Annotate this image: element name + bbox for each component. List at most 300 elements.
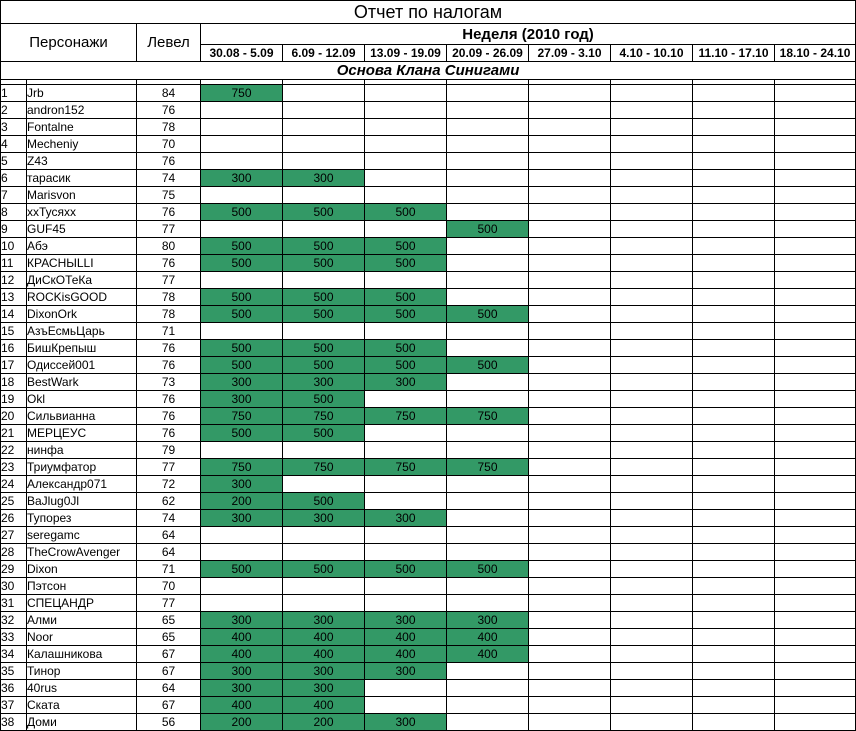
character-name-cell[interactable]: Абэ bbox=[27, 238, 137, 255]
payment-cell[interactable] bbox=[447, 442, 529, 459]
payment-cell[interactable]: 300 bbox=[283, 510, 365, 527]
payment-cell[interactable] bbox=[201, 221, 283, 238]
payment-cell[interactable] bbox=[693, 204, 775, 221]
payment-cell[interactable] bbox=[529, 629, 611, 646]
payment-cell[interactable]: 500 bbox=[283, 289, 365, 306]
week-header[interactable]: 13.09 - 19.09 bbox=[365, 45, 447, 62]
payment-cell[interactable] bbox=[529, 255, 611, 272]
payment-cell[interactable] bbox=[447, 323, 529, 340]
level-cell[interactable]: 67 bbox=[137, 663, 201, 680]
row-number-cell[interactable]: 13 bbox=[1, 289, 27, 306]
payment-cell[interactable] bbox=[529, 221, 611, 238]
payment-cell[interactable] bbox=[611, 408, 693, 425]
level-cell[interactable]: 71 bbox=[137, 323, 201, 340]
row-number-cell[interactable]: 8 bbox=[1, 204, 27, 221]
level-cell[interactable]: 64 bbox=[137, 527, 201, 544]
payment-cell[interactable] bbox=[283, 595, 365, 612]
payment-cell[interactable] bbox=[529, 680, 611, 697]
payment-cell[interactable]: 500 bbox=[283, 255, 365, 272]
payment-cell[interactable] bbox=[693, 85, 775, 102]
payment-cell[interactable] bbox=[529, 544, 611, 561]
payment-cell[interactable]: 500 bbox=[201, 425, 283, 442]
payment-cell[interactable] bbox=[529, 136, 611, 153]
row-number-cell[interactable]: 14 bbox=[1, 306, 27, 323]
payment-cell[interactable] bbox=[529, 85, 611, 102]
level-cell[interactable]: 76 bbox=[137, 391, 201, 408]
level-cell[interactable]: 76 bbox=[137, 102, 201, 119]
payment-cell[interactable] bbox=[693, 459, 775, 476]
payment-cell[interactable]: 300 bbox=[365, 663, 447, 680]
level-cell[interactable]: 71 bbox=[137, 561, 201, 578]
payment-cell[interactable] bbox=[693, 187, 775, 204]
character-name-cell[interactable]: МЕРЦЕУС bbox=[27, 425, 137, 442]
payment-cell[interactable] bbox=[693, 238, 775, 255]
row-number-cell[interactable]: 29 bbox=[1, 561, 27, 578]
payment-cell[interactable] bbox=[283, 85, 365, 102]
character-name-cell[interactable]: andron152 bbox=[27, 102, 137, 119]
payment-cell[interactable] bbox=[529, 578, 611, 595]
payment-cell[interactable] bbox=[775, 119, 856, 136]
payment-cell[interactable] bbox=[447, 289, 529, 306]
payment-cell[interactable] bbox=[201, 323, 283, 340]
row-number-cell[interactable]: 9 bbox=[1, 221, 27, 238]
payment-cell[interactable] bbox=[775, 578, 856, 595]
row-number-cell[interactable]: 30 bbox=[1, 578, 27, 595]
week-header[interactable]: 6.09 - 12.09 bbox=[283, 45, 365, 62]
payment-cell[interactable] bbox=[775, 493, 856, 510]
row-number-cell[interactable]: 32 bbox=[1, 612, 27, 629]
level-cell[interactable]: 72 bbox=[137, 476, 201, 493]
character-name-cell[interactable]: Marisvon bbox=[27, 187, 137, 204]
payment-cell[interactable] bbox=[775, 85, 856, 102]
payment-cell[interactable] bbox=[447, 340, 529, 357]
payment-cell[interactable] bbox=[693, 272, 775, 289]
level-cell[interactable]: 65 bbox=[137, 612, 201, 629]
payment-cell[interactable] bbox=[775, 442, 856, 459]
payment-cell[interactable]: 500 bbox=[365, 289, 447, 306]
character-name-cell[interactable]: BestWark bbox=[27, 374, 137, 391]
row-number-cell[interactable]: 11 bbox=[1, 255, 27, 272]
row-number-cell[interactable]: 19 bbox=[1, 391, 27, 408]
row-number-cell[interactable]: 22 bbox=[1, 442, 27, 459]
payment-cell[interactable] bbox=[365, 221, 447, 238]
payment-cell[interactable] bbox=[693, 629, 775, 646]
payment-cell[interactable]: 500 bbox=[283, 561, 365, 578]
payment-cell[interactable] bbox=[529, 306, 611, 323]
payment-cell[interactable] bbox=[447, 714, 529, 731]
payment-cell[interactable]: 500 bbox=[365, 306, 447, 323]
payment-cell[interactable]: 400 bbox=[201, 646, 283, 663]
payment-cell[interactable] bbox=[529, 272, 611, 289]
payment-cell[interactable]: 300 bbox=[283, 612, 365, 629]
row-number-cell[interactable]: 15 bbox=[1, 323, 27, 340]
payment-cell[interactable] bbox=[529, 323, 611, 340]
payment-cell[interactable]: 500 bbox=[365, 238, 447, 255]
payment-cell[interactable]: 300 bbox=[365, 374, 447, 391]
character-name-cell[interactable]: Jrb bbox=[27, 85, 137, 102]
level-cell[interactable]: 76 bbox=[137, 408, 201, 425]
payment-cell[interactable] bbox=[775, 544, 856, 561]
payment-cell[interactable] bbox=[447, 544, 529, 561]
payment-cell[interactable] bbox=[693, 493, 775, 510]
payment-cell[interactable] bbox=[693, 391, 775, 408]
payment-cell[interactable]: 750 bbox=[365, 459, 447, 476]
payment-cell[interactable]: 500 bbox=[365, 561, 447, 578]
payment-cell[interactable] bbox=[611, 510, 693, 527]
payment-cell[interactable]: 300 bbox=[283, 680, 365, 697]
payment-cell[interactable] bbox=[365, 323, 447, 340]
week-header[interactable]: 20.09 - 26.09 bbox=[447, 45, 529, 62]
payment-cell[interactable] bbox=[611, 646, 693, 663]
payment-cell[interactable] bbox=[611, 374, 693, 391]
payment-cell[interactable] bbox=[611, 221, 693, 238]
payment-cell[interactable] bbox=[775, 374, 856, 391]
payment-cell[interactable]: 400 bbox=[365, 646, 447, 663]
payment-cell[interactable] bbox=[365, 493, 447, 510]
payment-cell[interactable]: 400 bbox=[447, 629, 529, 646]
payment-cell[interactable]: 300 bbox=[365, 714, 447, 731]
payment-cell[interactable] bbox=[447, 595, 529, 612]
payment-cell[interactable] bbox=[529, 612, 611, 629]
payment-cell[interactable] bbox=[611, 102, 693, 119]
payment-cell[interactable] bbox=[611, 663, 693, 680]
payment-cell[interactable] bbox=[775, 391, 856, 408]
week-header[interactable]: 11.10 - 17.10 bbox=[693, 45, 775, 62]
row-number-cell[interactable]: 21 bbox=[1, 425, 27, 442]
payment-cell[interactable] bbox=[447, 510, 529, 527]
level-cell[interactable]: 67 bbox=[137, 697, 201, 714]
payment-cell[interactable] bbox=[529, 238, 611, 255]
payment-cell[interactable] bbox=[447, 663, 529, 680]
payment-cell[interactable]: 300 bbox=[283, 663, 365, 680]
payment-cell[interactable] bbox=[529, 170, 611, 187]
payment-cell[interactable] bbox=[693, 136, 775, 153]
payment-cell[interactable] bbox=[611, 187, 693, 204]
character-name-cell[interactable]: ДиСкОТеКа bbox=[27, 272, 137, 289]
row-number-cell[interactable]: 26 bbox=[1, 510, 27, 527]
payment-cell[interactable] bbox=[775, 459, 856, 476]
payment-cell[interactable] bbox=[283, 153, 365, 170]
payment-cell[interactable] bbox=[365, 272, 447, 289]
level-cell[interactable]: 84 bbox=[137, 85, 201, 102]
payment-cell[interactable] bbox=[693, 510, 775, 527]
payment-cell[interactable] bbox=[447, 527, 529, 544]
payment-cell[interactable] bbox=[283, 442, 365, 459]
level-cell[interactable]: 79 bbox=[137, 442, 201, 459]
payment-cell[interactable] bbox=[693, 442, 775, 459]
payment-cell[interactable] bbox=[775, 102, 856, 119]
payment-cell[interactable] bbox=[775, 136, 856, 153]
payment-cell[interactable] bbox=[201, 187, 283, 204]
payment-cell[interactable] bbox=[775, 153, 856, 170]
payment-cell[interactable] bbox=[201, 442, 283, 459]
row-number-cell[interactable]: 38 bbox=[1, 714, 27, 731]
payment-cell[interactable] bbox=[283, 119, 365, 136]
payment-cell[interactable]: 750 bbox=[365, 408, 447, 425]
character-name-cell[interactable]: Z43 bbox=[27, 153, 137, 170]
row-number-cell[interactable]: 2 bbox=[1, 102, 27, 119]
payment-cell[interactable]: 500 bbox=[201, 255, 283, 272]
payment-cell[interactable] bbox=[693, 544, 775, 561]
character-name-cell[interactable]: GUF45 bbox=[27, 221, 137, 238]
payment-cell[interactable]: 500 bbox=[447, 221, 529, 238]
character-name-cell[interactable]: Fontalne bbox=[27, 119, 137, 136]
payment-cell[interactable] bbox=[529, 391, 611, 408]
payment-cell[interactable] bbox=[611, 153, 693, 170]
payment-cell[interactable] bbox=[775, 646, 856, 663]
payment-cell[interactable]: 750 bbox=[201, 459, 283, 476]
character-name-cell[interactable]: Одиссей001 bbox=[27, 357, 137, 374]
payment-cell[interactable]: 500 bbox=[201, 561, 283, 578]
payment-cell[interactable] bbox=[611, 680, 693, 697]
payment-cell[interactable] bbox=[611, 714, 693, 731]
payment-cell[interactable] bbox=[529, 459, 611, 476]
payment-cell[interactable] bbox=[201, 544, 283, 561]
payment-cell[interactable]: 200 bbox=[201, 493, 283, 510]
payment-cell[interactable]: 500 bbox=[365, 357, 447, 374]
row-number-cell[interactable]: 16 bbox=[1, 340, 27, 357]
payment-cell[interactable] bbox=[201, 153, 283, 170]
payment-cell[interactable] bbox=[693, 289, 775, 306]
level-cell[interactable]: 65 bbox=[137, 629, 201, 646]
payment-cell[interactable] bbox=[611, 170, 693, 187]
payment-cell[interactable]: 400 bbox=[283, 646, 365, 663]
level-cell[interactable]: 78 bbox=[137, 289, 201, 306]
payment-cell[interactable] bbox=[611, 697, 693, 714]
payment-cell[interactable] bbox=[611, 578, 693, 595]
payment-cell[interactable]: 400 bbox=[283, 629, 365, 646]
payment-cell[interactable] bbox=[447, 272, 529, 289]
payment-cell[interactable] bbox=[529, 204, 611, 221]
payment-cell[interactable] bbox=[365, 425, 447, 442]
payment-cell[interactable] bbox=[775, 187, 856, 204]
level-cell[interactable]: 77 bbox=[137, 459, 201, 476]
payment-cell[interactable]: 200 bbox=[283, 714, 365, 731]
level-cell[interactable]: 70 bbox=[137, 136, 201, 153]
payment-cell[interactable]: 500 bbox=[283, 306, 365, 323]
character-name-cell[interactable]: Ската bbox=[27, 697, 137, 714]
payment-cell[interactable] bbox=[611, 527, 693, 544]
payment-cell[interactable] bbox=[365, 476, 447, 493]
payment-cell[interactable] bbox=[775, 612, 856, 629]
payment-cell[interactable] bbox=[775, 527, 856, 544]
payment-cell[interactable] bbox=[611, 340, 693, 357]
level-header[interactable]: Левел bbox=[137, 24, 201, 62]
payment-cell[interactable] bbox=[611, 272, 693, 289]
payment-cell[interactable] bbox=[283, 544, 365, 561]
level-cell[interactable]: 64 bbox=[137, 680, 201, 697]
payment-cell[interactable] bbox=[283, 221, 365, 238]
payment-cell[interactable]: 300 bbox=[201, 374, 283, 391]
payment-cell[interactable]: 300 bbox=[201, 663, 283, 680]
level-cell[interactable]: 74 bbox=[137, 170, 201, 187]
characters-header[interactable]: Персонажи bbox=[1, 24, 137, 62]
character-name-cell[interactable]: КРАСНЫLLI bbox=[27, 255, 137, 272]
payment-cell[interactable]: 300 bbox=[365, 612, 447, 629]
payment-cell[interactable]: 500 bbox=[447, 357, 529, 374]
payment-cell[interactable]: 500 bbox=[283, 204, 365, 221]
payment-cell[interactable] bbox=[611, 289, 693, 306]
payment-cell[interactable]: 500 bbox=[201, 238, 283, 255]
payment-cell[interactable]: 500 bbox=[283, 425, 365, 442]
payment-cell[interactable]: 750 bbox=[283, 459, 365, 476]
level-cell[interactable]: 77 bbox=[137, 272, 201, 289]
payment-cell[interactable] bbox=[447, 153, 529, 170]
payment-cell[interactable] bbox=[529, 561, 611, 578]
payment-cell[interactable] bbox=[611, 255, 693, 272]
payment-cell[interactable] bbox=[611, 136, 693, 153]
week-group-header[interactable]: Неделя (2010 год) bbox=[201, 24, 856, 45]
payment-cell[interactable] bbox=[529, 493, 611, 510]
row-number-cell[interactable]: 4 bbox=[1, 136, 27, 153]
payment-cell[interactable] bbox=[365, 578, 447, 595]
payment-cell[interactable] bbox=[447, 170, 529, 187]
payment-cell[interactable] bbox=[447, 493, 529, 510]
payment-cell[interactable]: 500 bbox=[365, 340, 447, 357]
row-number-cell[interactable]: 34 bbox=[1, 646, 27, 663]
level-cell[interactable]: 76 bbox=[137, 255, 201, 272]
payment-cell[interactable]: 500 bbox=[201, 289, 283, 306]
payment-cell[interactable] bbox=[529, 663, 611, 680]
character-name-cell[interactable]: Калашникова bbox=[27, 646, 137, 663]
level-cell[interactable]: 76 bbox=[137, 357, 201, 374]
row-number-cell[interactable]: 28 bbox=[1, 544, 27, 561]
row-number-cell[interactable]: 24 bbox=[1, 476, 27, 493]
payment-cell[interactable] bbox=[283, 272, 365, 289]
character-name-cell[interactable]: нинфа bbox=[27, 442, 137, 459]
report-title[interactable]: Отчет по налогам bbox=[1, 1, 856, 24]
payment-cell[interactable]: 300 bbox=[201, 612, 283, 629]
row-number-cell[interactable]: 5 bbox=[1, 153, 27, 170]
payment-cell[interactable] bbox=[693, 663, 775, 680]
payment-cell[interactable]: 500 bbox=[447, 561, 529, 578]
payment-cell[interactable] bbox=[365, 595, 447, 612]
payment-cell[interactable] bbox=[775, 629, 856, 646]
character-name-cell[interactable]: xxТусяxx bbox=[27, 204, 137, 221]
payment-cell[interactable] bbox=[283, 578, 365, 595]
level-cell[interactable]: 77 bbox=[137, 221, 201, 238]
payment-cell[interactable] bbox=[529, 408, 611, 425]
payment-cell[interactable] bbox=[693, 425, 775, 442]
level-cell[interactable]: 76 bbox=[137, 425, 201, 442]
payment-cell[interactable]: 400 bbox=[447, 646, 529, 663]
payment-cell[interactable] bbox=[365, 119, 447, 136]
payment-cell[interactable] bbox=[611, 323, 693, 340]
payment-cell[interactable] bbox=[775, 204, 856, 221]
payment-cell[interactable] bbox=[447, 85, 529, 102]
payment-cell[interactable] bbox=[529, 119, 611, 136]
payment-cell[interactable] bbox=[693, 306, 775, 323]
week-header[interactable]: 4.10 - 10.10 bbox=[611, 45, 693, 62]
character-name-cell[interactable]: 40rus bbox=[27, 680, 137, 697]
row-number-cell[interactable]: 18 bbox=[1, 374, 27, 391]
payment-cell[interactable] bbox=[611, 85, 693, 102]
payment-cell[interactable] bbox=[529, 153, 611, 170]
payment-cell[interactable] bbox=[775, 289, 856, 306]
row-number-cell[interactable]: 3 bbox=[1, 119, 27, 136]
payment-cell[interactable]: 750 bbox=[201, 85, 283, 102]
payment-cell[interactable] bbox=[365, 527, 447, 544]
payment-cell[interactable] bbox=[693, 612, 775, 629]
payment-cell[interactable] bbox=[693, 221, 775, 238]
payment-cell[interactable] bbox=[775, 697, 856, 714]
character-name-cell[interactable]: АзъЕсмьЦарь bbox=[27, 323, 137, 340]
payment-cell[interactable] bbox=[775, 357, 856, 374]
character-name-cell[interactable]: Тинор bbox=[27, 663, 137, 680]
payment-cell[interactable]: 500 bbox=[201, 306, 283, 323]
character-name-cell[interactable]: TheCrowAvenger bbox=[27, 544, 137, 561]
row-number-cell[interactable]: 20 bbox=[1, 408, 27, 425]
payment-cell[interactable] bbox=[693, 714, 775, 731]
payment-cell[interactable]: 300 bbox=[201, 476, 283, 493]
payment-cell[interactable] bbox=[447, 102, 529, 119]
payment-cell[interactable] bbox=[365, 136, 447, 153]
payment-cell[interactable] bbox=[201, 595, 283, 612]
level-cell[interactable]: 56 bbox=[137, 714, 201, 731]
payment-cell[interactable]: 300 bbox=[447, 612, 529, 629]
level-cell[interactable]: 78 bbox=[137, 119, 201, 136]
character-name-cell[interactable]: DixonOrk bbox=[27, 306, 137, 323]
payment-cell[interactable] bbox=[447, 238, 529, 255]
payment-cell[interactable] bbox=[693, 680, 775, 697]
row-number-cell[interactable]: 6 bbox=[1, 170, 27, 187]
row-number-cell[interactable]: 33 bbox=[1, 629, 27, 646]
payment-cell[interactable]: 500 bbox=[283, 340, 365, 357]
character-name-cell[interactable]: Mecheniy bbox=[27, 136, 137, 153]
row-number-cell[interactable]: 25 bbox=[1, 493, 27, 510]
payment-cell[interactable]: 300 bbox=[365, 510, 447, 527]
payment-cell[interactable] bbox=[447, 391, 529, 408]
character-name-cell[interactable]: ROCKisGOOD bbox=[27, 289, 137, 306]
payment-cell[interactable] bbox=[283, 476, 365, 493]
payment-cell[interactable] bbox=[201, 102, 283, 119]
payment-cell[interactable] bbox=[447, 136, 529, 153]
level-cell[interactable]: 76 bbox=[137, 204, 201, 221]
row-number-cell[interactable]: 12 bbox=[1, 272, 27, 289]
row-number-cell[interactable]: 27 bbox=[1, 527, 27, 544]
payment-cell[interactable] bbox=[283, 187, 365, 204]
payment-cell[interactable]: 500 bbox=[447, 306, 529, 323]
payment-cell[interactable]: 300 bbox=[201, 391, 283, 408]
row-number-cell[interactable]: 10 bbox=[1, 238, 27, 255]
character-name-cell[interactable]: Алми bbox=[27, 612, 137, 629]
payment-cell[interactable] bbox=[611, 357, 693, 374]
payment-cell[interactable] bbox=[529, 425, 611, 442]
payment-cell[interactable] bbox=[611, 476, 693, 493]
payment-cell[interactable] bbox=[529, 187, 611, 204]
payment-cell[interactable] bbox=[775, 714, 856, 731]
payment-cell[interactable]: 400 bbox=[365, 629, 447, 646]
payment-cell[interactable] bbox=[775, 680, 856, 697]
payment-cell[interactable]: 500 bbox=[283, 493, 365, 510]
character-name-cell[interactable]: BaJlug0Jl bbox=[27, 493, 137, 510]
payment-cell[interactable]: 500 bbox=[365, 204, 447, 221]
payment-cell[interactable] bbox=[201, 578, 283, 595]
payment-cell[interactable] bbox=[529, 357, 611, 374]
character-name-cell[interactable]: тарасик bbox=[27, 170, 137, 187]
payment-cell[interactable] bbox=[365, 170, 447, 187]
payment-cell[interactable] bbox=[611, 544, 693, 561]
payment-cell[interactable] bbox=[611, 119, 693, 136]
level-cell[interactable]: 67 bbox=[137, 646, 201, 663]
payment-cell[interactable]: 750 bbox=[201, 408, 283, 425]
payment-cell[interactable] bbox=[447, 697, 529, 714]
payment-cell[interactable] bbox=[365, 153, 447, 170]
payment-cell[interactable] bbox=[693, 170, 775, 187]
payment-cell[interactable] bbox=[611, 204, 693, 221]
payment-cell[interactable]: 500 bbox=[201, 357, 283, 374]
payment-cell[interactable] bbox=[529, 374, 611, 391]
